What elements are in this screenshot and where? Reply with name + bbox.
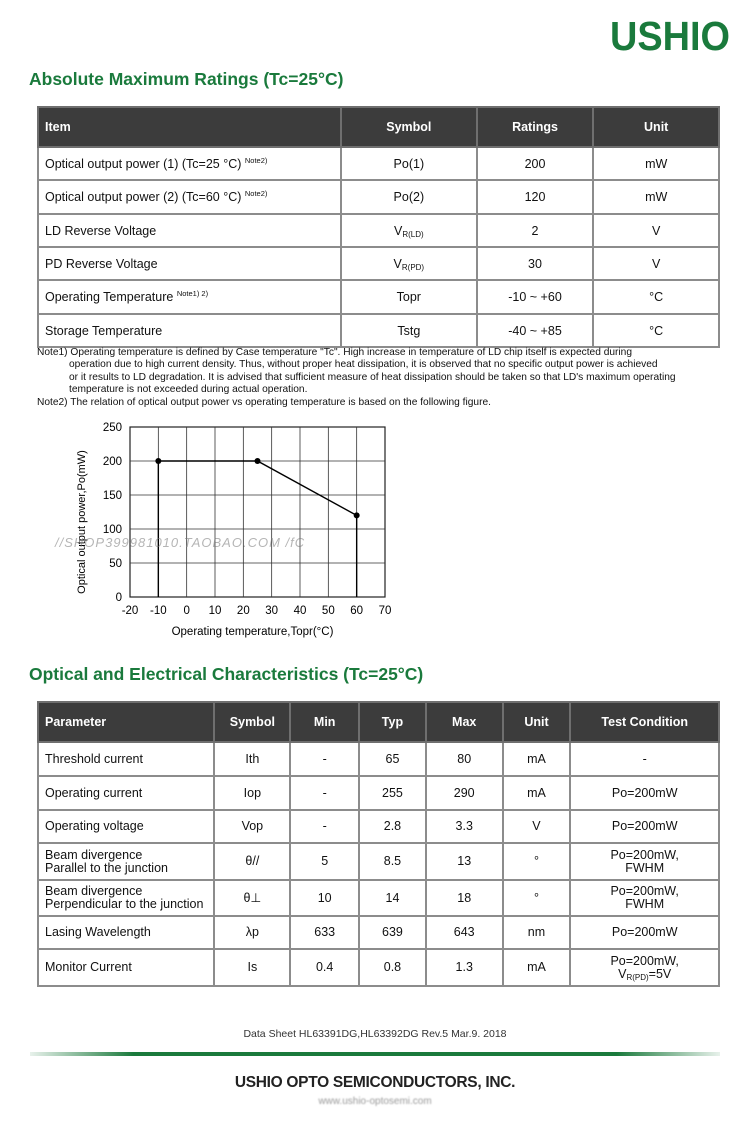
oec-symbol-cell bbox=[214, 810, 290, 843]
oec-test-condition: Po=200mW, bbox=[610, 953, 679, 968]
y-tick-label: 50 bbox=[109, 558, 122, 570]
oec-max: 18 bbox=[426, 880, 503, 916]
oec-symbol: Is bbox=[247, 960, 258, 974]
oec-test-condition: - bbox=[642, 751, 647, 766]
oec-min: 10 bbox=[290, 880, 359, 916]
amr-item-cell bbox=[38, 280, 341, 314]
oec-test-condition: Po=200mW, bbox=[610, 847, 679, 862]
amr-symbol-cell bbox=[341, 214, 477, 247]
amr-unit: V bbox=[593, 247, 719, 280]
y-tick-label: 200 bbox=[102, 456, 122, 468]
oec-tc-main: FWHM bbox=[625, 897, 665, 911]
x-tick-label: 0 bbox=[183, 605, 190, 617]
oec-parameter: Lasing Wavelength bbox=[45, 925, 151, 939]
amr-symbol: Topr bbox=[396, 290, 421, 304]
oec-typ: 8.5 bbox=[359, 843, 426, 880]
datasheet-revision: Data Sheet HL63391DG,HL63392DG Rev.5 Mar.9. 2018 bbox=[243, 1028, 507, 1040]
amr-title: Absolute Maximum Ratings (Tc=25°C) bbox=[29, 69, 344, 89]
oec-symbol-cell bbox=[214, 843, 290, 880]
oec-max: 3.3 bbox=[426, 810, 503, 843]
amr-symbol-sub: R(LD) bbox=[402, 229, 424, 239]
oec-parameter-cell bbox=[38, 810, 214, 843]
oec-symbol: θ// bbox=[245, 854, 260, 868]
oec-symbol: Ith bbox=[245, 751, 260, 766]
amr-unit: °C bbox=[593, 314, 719, 347]
x-tick-label: 30 bbox=[265, 605, 279, 617]
oec-parameter-detail: Perpendicular to the junction bbox=[45, 897, 204, 911]
oec-header-test-condition: Test Condition bbox=[570, 702, 719, 742]
ushio-logo bbox=[608, 12, 732, 58]
watermark: //SHOP399981010.TAOBAO.COM /fC bbox=[55, 535, 306, 550]
oec-test-condition-detail bbox=[577, 862, 712, 875]
oec-row bbox=[38, 776, 719, 810]
oec-test-condition-cell bbox=[570, 916, 719, 949]
oec-header-row bbox=[38, 702, 719, 742]
footer-divider bbox=[30, 1052, 720, 1056]
amr-symbol-cell bbox=[341, 314, 477, 347]
x-tick-label: 60 bbox=[350, 605, 364, 617]
plot-area bbox=[130, 427, 385, 597]
amr-row bbox=[38, 147, 719, 180]
power-vs-temperature-chart bbox=[70, 415, 400, 645]
oec-unit: mA bbox=[503, 776, 571, 810]
oec-parameter-cell bbox=[38, 880, 214, 916]
y-tick-label: 100 bbox=[102, 524, 122, 536]
amr-item-cell bbox=[38, 180, 341, 214]
oec-parameter: Threshold current bbox=[45, 751, 143, 766]
oec-unit: nm bbox=[503, 916, 571, 949]
oec-parameter-detail: Parallel to the junction bbox=[45, 860, 168, 875]
company-url: www.ushio-optosemi.com bbox=[318, 1096, 432, 1107]
oec-row bbox=[38, 916, 719, 949]
oec-row bbox=[38, 843, 719, 880]
oec-symbol-cell bbox=[214, 742, 290, 776]
amr-row bbox=[38, 214, 719, 247]
oec-min: 633 bbox=[290, 916, 359, 949]
amr-note-ref: Note2) bbox=[244, 155, 268, 165]
oec-parameter: Beam divergence bbox=[45, 884, 143, 898]
oec-min: 0.4 bbox=[290, 949, 359, 986]
amr-item: Optical output power (1) (Tc=25 °C) bbox=[45, 156, 242, 171]
oec-test-condition-cell bbox=[570, 880, 719, 916]
oec-unit: ° bbox=[503, 880, 571, 916]
amr-rating: 120 bbox=[477, 180, 594, 214]
oec-min: 5 bbox=[290, 843, 359, 880]
oec-test-condition-detail bbox=[577, 898, 712, 911]
amr-header-item: Item bbox=[38, 107, 341, 147]
oec-test-condition-cell bbox=[570, 810, 719, 843]
amr-symbol-suffix: (1) bbox=[408, 156, 425, 171]
oec-row bbox=[38, 742, 719, 776]
oec-typ: 639 bbox=[359, 916, 426, 949]
amr-header-ratings: Ratings bbox=[477, 107, 594, 147]
amr-item-cell bbox=[38, 247, 341, 280]
amr-symbol-cell bbox=[341, 180, 477, 214]
oec-symbol: Vop bbox=[241, 819, 264, 833]
x-tick-label: 50 bbox=[321, 605, 335, 617]
amr-row bbox=[38, 247, 719, 280]
oec-unit: V bbox=[503, 810, 571, 843]
oec-unit: ° bbox=[503, 843, 571, 880]
amr-note-ref: Note2) bbox=[244, 189, 268, 198]
x-tick-label: 20 bbox=[236, 605, 250, 617]
amr-symbol: Tstg bbox=[397, 323, 421, 338]
oec-max: 1.3 bbox=[426, 949, 503, 986]
amr-header-row bbox=[38, 107, 719, 147]
y-axis-label: Optical output power,Po(mW) bbox=[76, 450, 88, 594]
oec-row bbox=[38, 880, 719, 916]
oec-test-condition: Po=200mW bbox=[611, 785, 678, 800]
note1-line4: temperature is not exceeded during actual operation. bbox=[69, 384, 308, 396]
amr-rating: 2 bbox=[477, 214, 594, 247]
oec-header-max: Max bbox=[426, 702, 503, 742]
oec-table bbox=[37, 701, 720, 987]
oec-typ: 14 bbox=[359, 880, 426, 916]
oec-min: - bbox=[290, 742, 359, 776]
oec-symbol-cell bbox=[214, 916, 290, 949]
oec-max: 13 bbox=[426, 843, 503, 880]
oec-typ: 255 bbox=[359, 776, 426, 810]
oec-unit: mA bbox=[503, 742, 571, 776]
oec-tc-sub: R(PD) bbox=[626, 972, 649, 982]
oec-unit: mA bbox=[503, 949, 571, 986]
oec-typ: 2.8 bbox=[359, 810, 426, 843]
amr-symbol-cell bbox=[341, 247, 477, 280]
oec-parameter: Monitor Current bbox=[45, 960, 132, 974]
oec-test-condition-cell bbox=[570, 742, 719, 776]
amr-unit: V bbox=[593, 214, 719, 247]
amr-rating: 200 bbox=[477, 147, 594, 180]
company-name: USHIO OPTO SEMICONDUCTORS, INC. bbox=[234, 1074, 516, 1091]
amr-item-cell bbox=[38, 314, 341, 347]
amr-unit: mW bbox=[593, 147, 719, 180]
amr-row bbox=[38, 314, 719, 347]
oec-parameter-cell bbox=[38, 742, 214, 776]
oec-parameter-cell bbox=[38, 949, 214, 986]
note1-line3: or it results to LD degradation. It is advised that sufficient measure of heat dissipation should be taken so that LD's maximum operating bbox=[69, 371, 676, 383]
x-tick-label: 70 bbox=[378, 605, 392, 617]
oec-title: Optical and Electrical Characteristics (Tc=25°C) bbox=[29, 664, 424, 684]
amr-item: LD Reverse Voltage bbox=[45, 223, 157, 238]
amr-symbol-cell bbox=[341, 280, 477, 314]
amr-row bbox=[38, 180, 719, 214]
oec-parameter: Operating voltage bbox=[45, 819, 144, 833]
amr-item: PD Reverse Voltage bbox=[45, 256, 158, 271]
amr-rating: -40 ~ +85 bbox=[477, 314, 594, 347]
amr-unit: °C bbox=[593, 280, 719, 314]
logo-text: USHIO bbox=[610, 13, 730, 58]
data-point bbox=[155, 458, 161, 464]
oec-max: 80 bbox=[426, 742, 503, 776]
oec-test-condition-cell bbox=[570, 843, 719, 880]
oec-tc-suffix: =5V bbox=[648, 966, 672, 981]
notes bbox=[37, 347, 737, 409]
amr-rating: 30 bbox=[477, 247, 594, 280]
y-tick-label: 0 bbox=[115, 592, 122, 604]
y-tick-label: 150 bbox=[102, 490, 122, 502]
x-tick-label: -10 bbox=[150, 605, 167, 617]
oec-header-typ: Typ bbox=[359, 702, 426, 742]
oec-typ: 0.8 bbox=[359, 949, 426, 986]
oec-test-condition-detail bbox=[577, 968, 712, 981]
amr-symbol: Po bbox=[393, 156, 409, 171]
data-point bbox=[354, 512, 360, 518]
oec-test-condition: Po=200mW, bbox=[610, 884, 679, 898]
amr-symbol-suffix: (2) bbox=[408, 190, 425, 204]
oec-tc-main: FWHM bbox=[625, 860, 665, 875]
oec-max: 290 bbox=[426, 776, 503, 810]
amr-symbol-cell bbox=[341, 147, 477, 180]
oec-typ: 65 bbox=[359, 742, 426, 776]
oec-min: - bbox=[290, 776, 359, 810]
x-tick-label: 40 bbox=[293, 605, 307, 617]
amr-symbol-sub: R(PD) bbox=[401, 262, 425, 272]
amr-item-cell bbox=[38, 147, 341, 180]
oec-parameter-cell bbox=[38, 776, 214, 810]
oec-test-condition-cell bbox=[570, 949, 719, 986]
amr-item-cell bbox=[38, 214, 341, 247]
oec-header-symbol: Symbol bbox=[214, 702, 290, 742]
x-tick-label: -20 bbox=[121, 605, 139, 617]
amr-table bbox=[37, 106, 720, 348]
note2: Note2) The relation of optical output power vs operating temperature is based on the following figure. bbox=[37, 396, 491, 408]
oec-test-condition: Po=200mW bbox=[611, 925, 678, 939]
oec-header-parameter: Parameter bbox=[38, 702, 214, 742]
x-tick-label: 10 bbox=[208, 605, 222, 617]
y-tick-label: 250 bbox=[102, 422, 122, 434]
oec-parameter-cell bbox=[38, 916, 214, 949]
oec-min: - bbox=[290, 810, 359, 843]
amr-item: Operating Temperature bbox=[45, 290, 174, 304]
oec-symbol-cell bbox=[214, 776, 290, 810]
oec-symbol-cell bbox=[214, 949, 290, 986]
oec-symbol: θ⊥ bbox=[243, 890, 262, 905]
oec-parameter: Beam divergence bbox=[45, 847, 143, 862]
oec-max: 643 bbox=[426, 916, 503, 949]
oec-parameter: Operating current bbox=[45, 785, 143, 800]
amr-unit: mW bbox=[593, 180, 719, 214]
amr-symbol: Po bbox=[393, 190, 409, 204]
oec-symbol: Iop bbox=[243, 785, 262, 800]
amr-symbol: V bbox=[393, 223, 403, 238]
note1-line2: operation due to high current density. Thus, without proper heat dissipation, it is observed that no specific output power is achieved bbox=[69, 359, 658, 371]
oec-header-min: Min bbox=[290, 702, 359, 742]
amr-note-ref: Note1) 2) bbox=[176, 289, 209, 298]
oec-parameter-cell bbox=[38, 843, 214, 880]
oec-test-condition-cell bbox=[570, 776, 719, 810]
oec-row bbox=[38, 949, 719, 986]
oec-row bbox=[38, 810, 719, 843]
oec-tc-main: V bbox=[618, 966, 627, 981]
oec-symbol: λp bbox=[245, 925, 259, 939]
amr-header-unit: Unit bbox=[593, 107, 719, 147]
oec-test-condition: Po=200mW bbox=[611, 819, 678, 833]
data-point bbox=[255, 458, 261, 464]
amr-rating: -10 ~ +60 bbox=[477, 280, 594, 314]
note1-line1: Note1) Operating temperature is defined by Case temperature "Tc". High increase in temperature of LD chip itself is expected during bbox=[37, 347, 633, 358]
amr-symbol: V bbox=[393, 256, 402, 271]
amr-row bbox=[38, 280, 719, 314]
oec-header-unit: Unit bbox=[503, 702, 571, 742]
amr-header-symbol: Symbol bbox=[341, 107, 477, 147]
amr-item: Optical output power (2) (Tc=60 °C) bbox=[45, 190, 242, 204]
amr-item: Storage Temperature bbox=[45, 323, 163, 338]
x-axis-label: Operating temperature,Topr(°C) bbox=[171, 626, 334, 638]
oec-symbol-cell bbox=[214, 880, 290, 916]
